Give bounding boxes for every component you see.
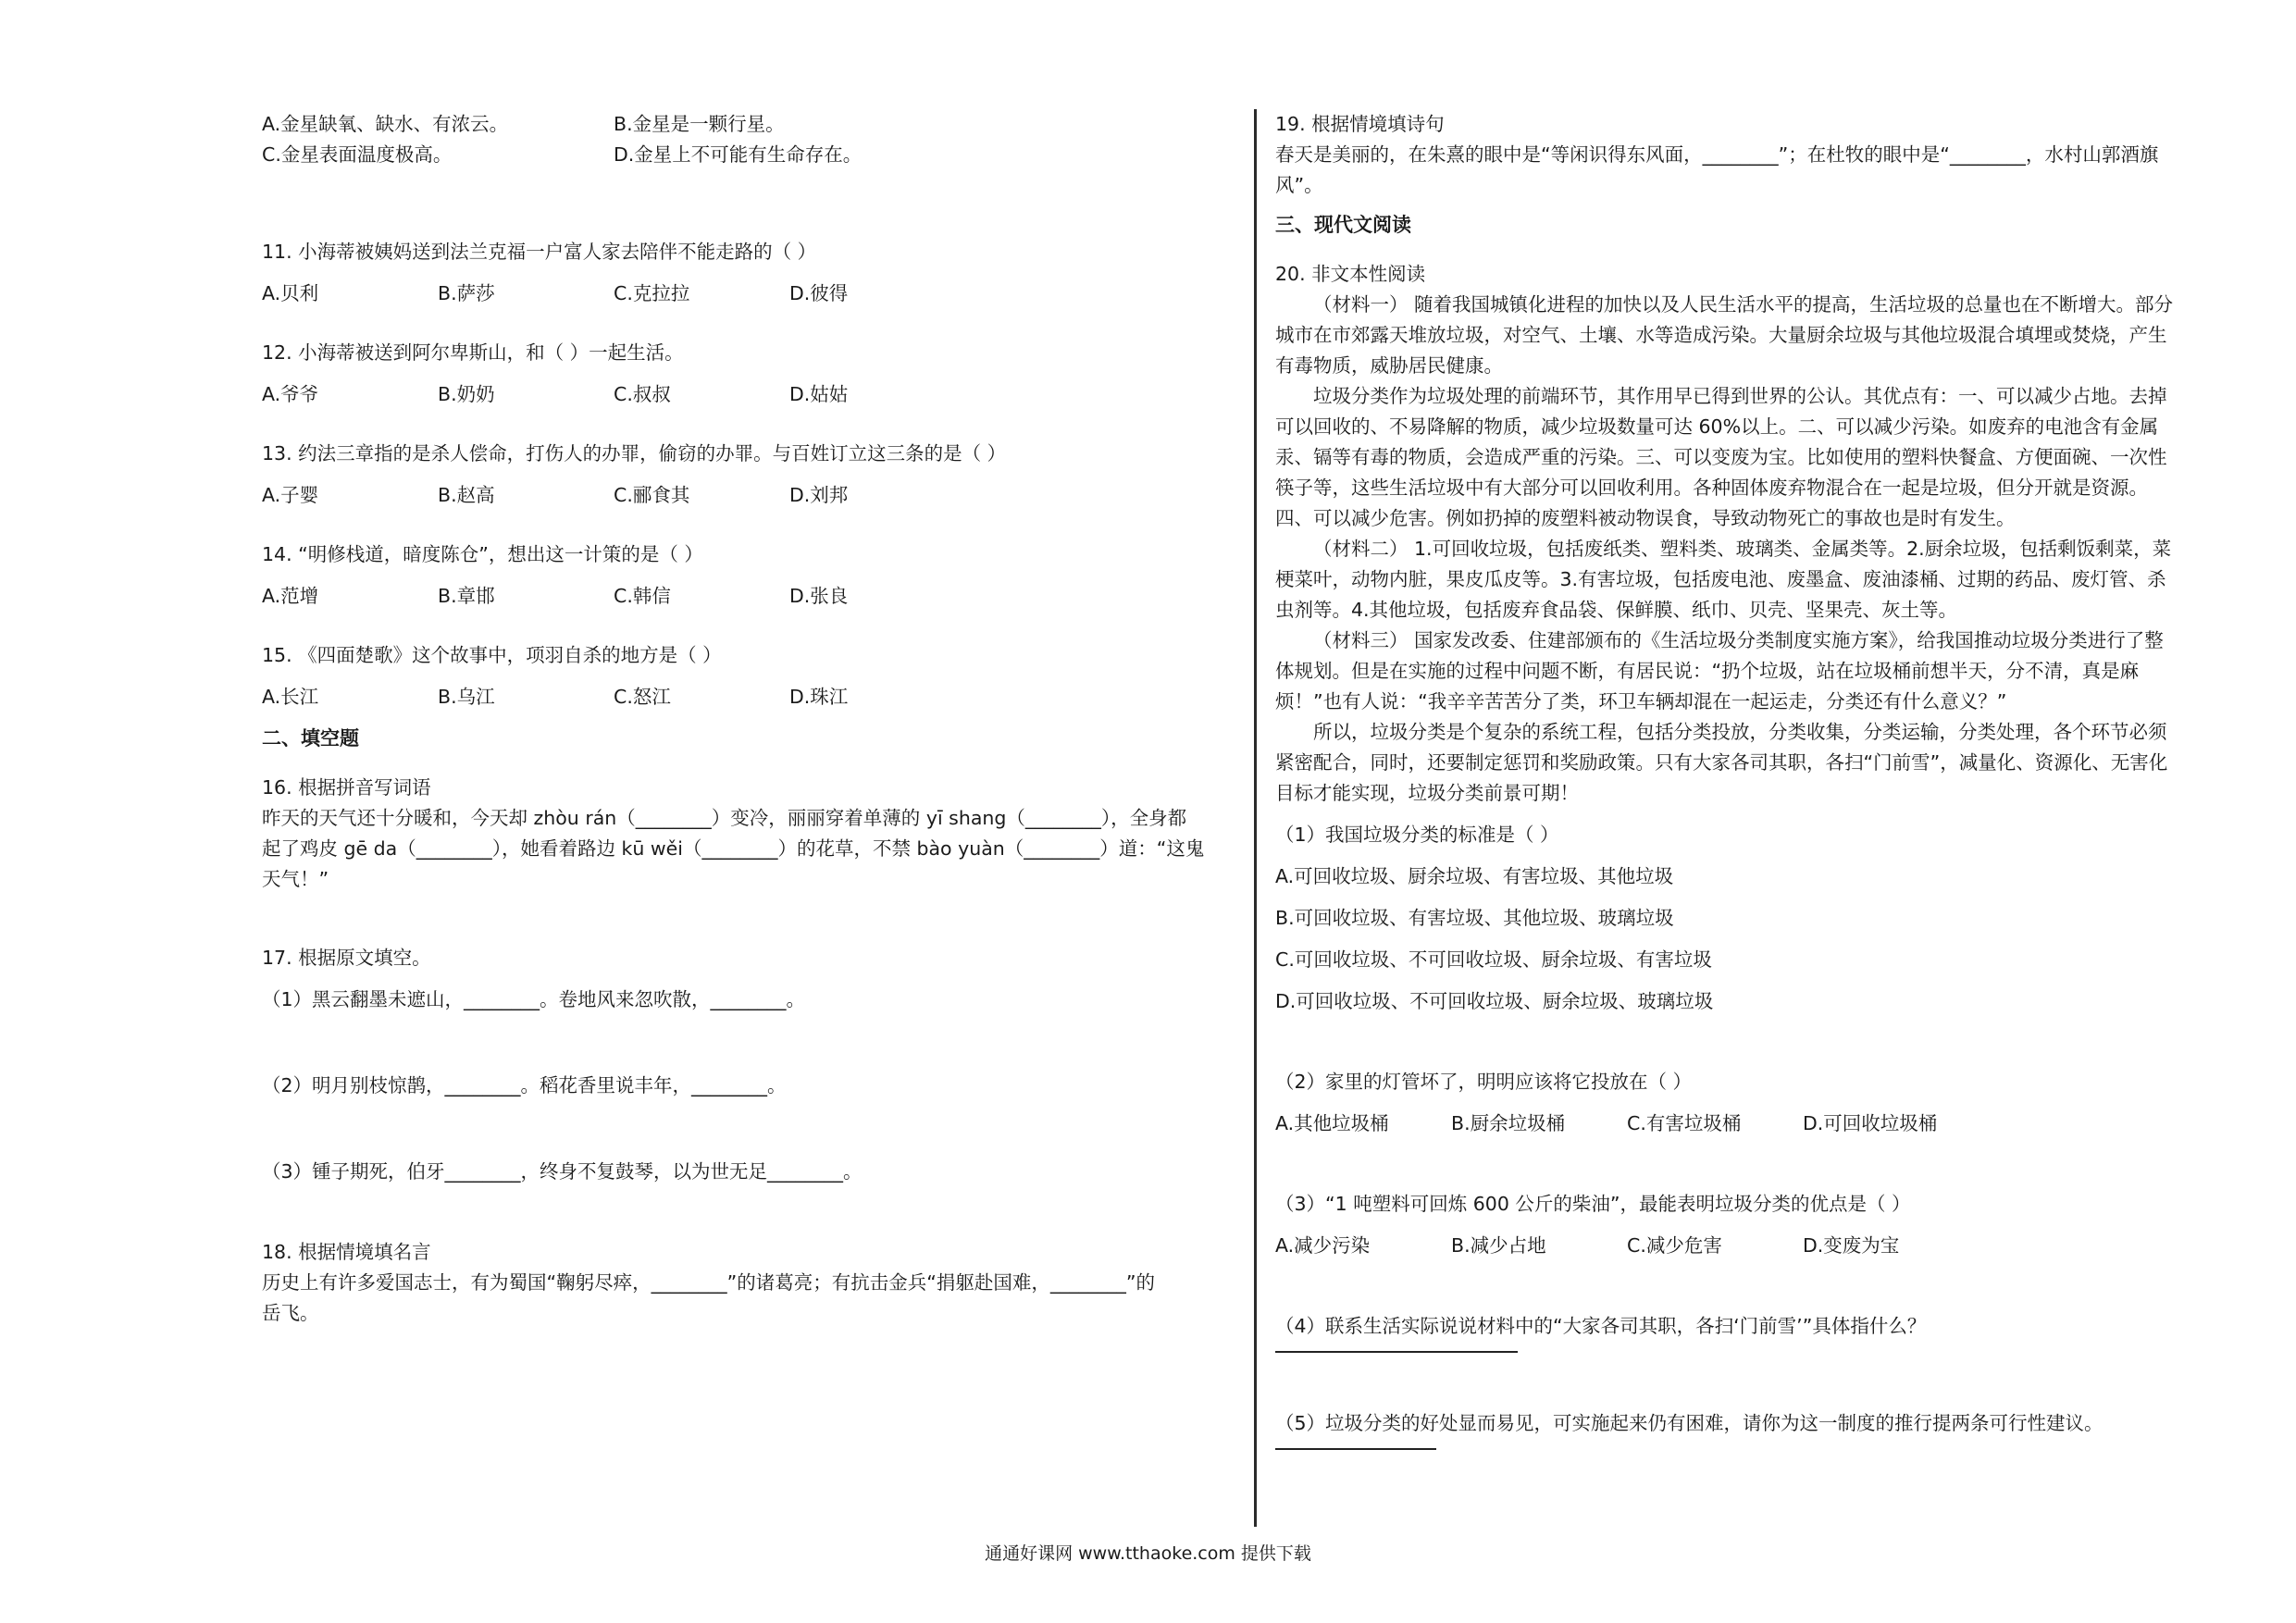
material-3-line-3: 烦！”也有人说：“我辛辛苦苦分了类，环卫车辆却混在一起运走，分类还有什么意义？” xyxy=(1275,690,2007,712)
sub2-option-d: D.可回收垃圾桶 xyxy=(1803,1112,1938,1134)
material-3-line-2: 体规划。但是在实施的过程中问题不断，有居民说：“扔个垃圾，站在垃圾桶前想半天，分不清，真是麻 xyxy=(1275,660,2140,682)
q13-option-b: B.赵高 xyxy=(438,484,495,506)
q13-option-d: D.刘邦 xyxy=(789,484,849,506)
q17-item-2: （2）明月别枝惊鹊，________。稻花香里说丰年，________。 xyxy=(262,1074,787,1096)
sub1-option-b: B.可回收垃圾、有害垃圾、其他垃圾、玻璃垃圾 xyxy=(1275,907,1674,929)
material-3b-line-2: 紧密配合，同时，还要制定惩罚和奖励政策。只有大家各司其职，各扫“门前雪”，减量化、资源化、无害化 xyxy=(1275,751,2168,774)
q15-stem: 15. 《四面楚歌》这个故事中，项羽自杀的地方是（ ） xyxy=(262,644,722,666)
q15-option-d: D.珠江 xyxy=(789,686,849,708)
material-1-line-1: （材料一） 随着我国城镇化进程的加快以及人民生活水平的提高，生活垃圾的总量也在不断增大。部分 xyxy=(1313,293,2174,316)
sub1-option-a: A.可回收垃圾、厨余垃圾、有害垃圾、其他垃圾 xyxy=(1275,865,1674,887)
q14-option-b: B.章邯 xyxy=(438,585,495,607)
material-1b-line-5: 四、可以减少危害。例如扔掉的废塑料被动物误食，导致动物死亡的事故也是时有发生。 xyxy=(1275,507,2016,529)
sub4-answer-line[interactable] xyxy=(1275,1342,1518,1353)
q17-item-3: （3）锺子期死，伯牙________，终身不复鼓琴，以为世无足________。 xyxy=(262,1160,863,1183)
q13-stem: 13. 约法三章指的是杀人偿命，打伤人的办罪，偷窃的办罪。与百姓订立这三条的是（ ） xyxy=(262,442,1007,465)
material-3-line-1: （材料三） 国家发改委、住建部颁布的《生活垃圾分类制度实施方案》，给我国推动垃圾分类进行了整 xyxy=(1313,629,2164,651)
sub3-option-c: C.减少危害 xyxy=(1627,1234,1722,1257)
sub3-option-d: D.变废为宝 xyxy=(1803,1234,1900,1257)
sub2-option-c: C.有害垃圾桶 xyxy=(1627,1112,1742,1134)
q15-options xyxy=(262,682,1234,712)
q14-options xyxy=(262,581,1234,612)
q17-item-1: （1）黑云翻墨未遮山，________。卷地风来忽吹散，________。 xyxy=(262,988,806,1010)
q11-options xyxy=(262,279,1234,309)
q11-option-a: A.贝利 xyxy=(262,282,319,304)
column-divider xyxy=(1254,109,1257,1527)
material-2-line-2: 梗菜叶，动物内脏，果皮瓜皮等。3.有害垃圾，包括废电池、废墨盒、废油漆桶、过期的药品、废灯管、杀 xyxy=(1275,568,2166,590)
material-1-line-3: 有毒物质，威胁居民健康。 xyxy=(1275,354,1503,377)
q14-option-d: D.张良 xyxy=(789,585,849,607)
q19-title: 19. 根据情境填诗句 xyxy=(1275,113,1445,135)
left-column xyxy=(262,109,1234,1329)
q14-stem: 14. “明修栈道，暗度陈仓”，想出这一计策的是（ ） xyxy=(262,543,703,565)
material-1-line-2: 城市在市郊露天堆放垃圾，对空气、土壤、水等造成污染。大量厨余垃圾与其他垃圾混合填埋或焚烧，产生 xyxy=(1275,324,2167,346)
section-2-heading: 二、填空题 xyxy=(262,727,359,750)
sub2-options xyxy=(1275,1109,2256,1139)
sub1-option-d: D.可回收垃圾、不可回收垃圾、厨余垃圾、玻璃垃圾 xyxy=(1275,990,1714,1012)
q11-stem: 11. 小海蒂被姨妈送到法兰克福一户富人家去陪伴不能走路的（ ） xyxy=(262,241,817,263)
q16-line-1: 昨天的天气还十分暖和，今天却 zhòu rán（________）变冷，丽丽穿着单薄的 yī shang（________），全身都 xyxy=(262,807,1187,829)
sub3-stem: （3）“1 吨塑料可回炼 600 公斤的柴油”，最能表明垃圾分类的优点是（ ） xyxy=(1275,1193,1911,1215)
q16-line-3: 天气！” xyxy=(262,868,329,890)
material-3b-line-3: 目标才能实现，垃圾分类前景可期！ xyxy=(1275,782,1579,804)
q15-option-b: B.乌江 xyxy=(438,686,495,708)
sub2-option-b: B.厨余垃圾桶 xyxy=(1451,1112,1566,1134)
q12-options xyxy=(262,379,1234,410)
q15-option-c: C.怒江 xyxy=(614,686,671,708)
q11-option-d: D.彼得 xyxy=(789,282,849,304)
q10-option-d: D.金星上不可能有生命存在。 xyxy=(614,143,863,166)
q18-line-1: 历史上有许多爱国志士，有为蜀国“鞠躬尽瘁，________”的诸葛亮；有抗击金兵“捐躯赴国难，________”的 xyxy=(262,1271,1155,1294)
page-footer: 通通好课网 www.tthaoke.com 提供下载 xyxy=(985,1543,1311,1564)
sub3-option-a: A.减少污染 xyxy=(1275,1234,1371,1257)
q15-option-a: A.长江 xyxy=(262,686,319,708)
q18-line-2: 岳飞。 xyxy=(262,1302,319,1324)
q11-option-b: B.萨莎 xyxy=(438,282,495,304)
material-1b-line-3: 汞、镉等有毒的物质，会造成严重的污染。三、可以变废为宝。比如使用的塑料快餐盒、方便面碗、一次性 xyxy=(1275,446,2167,468)
material-2-line-3: 虫剂等。4.其他垃圾，包括废弃食品袋、保鲜膜、纸巾、贝壳、坚果壳、灰土等。 xyxy=(1275,599,1958,621)
q10-option-c: C.金星表面温度极高。 xyxy=(262,143,453,166)
q13-option-a: A.子婴 xyxy=(262,484,319,506)
q12-option-b: B.奶奶 xyxy=(438,383,495,405)
material-1b-line-4: 筷子等，这些生活垃圾中有大部分可以回收利用。各种固体废弃物混合在一起是垃圾，但分开就是资源。 xyxy=(1275,477,2148,499)
right-column xyxy=(1275,109,2256,1450)
q10-option-b: B.金星是一颗行星。 xyxy=(614,113,785,135)
material-1b-line-2: 可以回收的、不易降解的物质，减少垃圾数量可达 60%以上。二、可以减少污染。如废弃的电池含有金属 xyxy=(1275,415,2159,438)
q20-title: 20. 非文本性阅读 xyxy=(1275,263,1426,285)
material-1b-line-1: 垃圾分类作为垃圾处理的前端环节，其作用早已得到世界的公认。其优点有：一、可以减少占地。去掉 xyxy=(1313,385,2167,407)
sub2-stem: （2）家里的灯管坏了，明明应该将它投放在（ ） xyxy=(1275,1071,1693,1093)
q19-line-2: 风”。 xyxy=(1275,174,1323,196)
q14-option-a: A.范增 xyxy=(262,585,319,607)
sub1-option-c: C.可回收垃圾、不可回收垃圾、厨余垃圾、有害垃圾 xyxy=(1275,948,1712,971)
q12-stem: 12. 小海蒂被送到阿尔卑斯山，和（ ）一起生活。 xyxy=(262,341,684,364)
material-2-line-1: （材料二） 1.可回收垃圾，包括废纸类、塑料类、玻璃类、金属类等。2.厨余垃圾，包括剩饭剩菜，菜 xyxy=(1313,538,2172,560)
q18-title: 18. 根据情境填名言 xyxy=(262,1241,431,1263)
sub2-option-a: A.其他垃圾桶 xyxy=(1275,1112,1389,1134)
q14-option-c: C.韩信 xyxy=(614,585,671,607)
q12-option-d: D.姑姑 xyxy=(789,383,849,405)
q13-options xyxy=(262,480,1234,511)
q12-option-a: A.爷爷 xyxy=(262,383,319,405)
sub3-options xyxy=(1275,1231,2256,1261)
sub5-stem: （5）垃圾分类的好处显而易见，可实施起来仍有困难，请你为这一制度的推行提两条可行性建议。 xyxy=(1275,1412,2104,1434)
sub5-answer-line[interactable] xyxy=(1275,1439,1436,1450)
sub1-stem: （1）我国垃圾分类的标准是（ ） xyxy=(1275,824,1559,846)
q16-line-2: 起了鸡皮 gē da（________），她看着路边 kū wěi（________）的花草，不禁 bào yuàn（________）道：“这鬼 xyxy=(262,837,1205,860)
sub3-option-b: B.减少占地 xyxy=(1451,1234,1546,1257)
q10-option-a: A.金星缺氧、缺水、有浓云。 xyxy=(262,113,509,135)
q17-title: 17. 根据原文填空。 xyxy=(262,947,431,969)
q12-option-c: C.叔叔 xyxy=(614,383,671,405)
q11-option-c: C.克拉拉 xyxy=(614,282,690,304)
q10-options-row1 xyxy=(262,109,1234,140)
material-3b-line-1: 所以，垃圾分类是个复杂的系统工程，包括分类投放，分类收集，分类运输，分类处理，各个环节必须 xyxy=(1313,721,2167,743)
q13-option-c: C.郦食其 xyxy=(614,484,690,506)
sub4-stem: （4）联系生活实际说说材料中的“大家各司其职，各扫‘门前雪’”具体指什么？ xyxy=(1275,1315,1927,1337)
q19-line-1: 春天是美丽的，在朱熹的眼中是“等闲识得东风面，________”；在杜牧的眼中是“________，水村山郭酒旗 xyxy=(1275,143,2159,166)
q10-options-row2 xyxy=(262,140,1234,170)
section-3-heading: 三、现代文阅读 xyxy=(1275,214,1411,236)
q16-title: 16. 根据拼音写词语 xyxy=(262,776,431,799)
